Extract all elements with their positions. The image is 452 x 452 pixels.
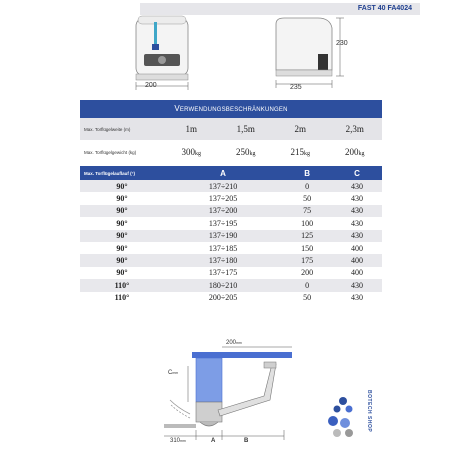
product-title: FAST 40 FA4024: [140, 3, 420, 15]
cell-b: 0: [282, 180, 332, 192]
install-dim-b: B: [244, 438, 249, 444]
wing-width-row: [80, 118, 382, 140]
cell-opening: 110°: [80, 279, 164, 291]
restrictions-header: Verwendungsbeschränkungen: [80, 100, 382, 118]
wing-weight-value: 215kg: [290, 147, 310, 157]
cell-b: 50: [303, 293, 312, 303]
cell-c: 430: [351, 293, 364, 303]
header-c: C: [332, 166, 382, 180]
cell-opening: 90°: [80, 254, 164, 266]
cell-c: 400: [332, 254, 382, 266]
cell-c: 430: [351, 218, 364, 228]
table-row: [80, 279, 382, 291]
cell-c: 430: [332, 230, 382, 242]
cell-b: 50: [303, 194, 312, 204]
header-b: B: [282, 166, 332, 180]
side-view-drawing: [268, 14, 358, 96]
table-row: [80, 292, 382, 304]
wing-width-value: 1,5m: [236, 124, 255, 134]
cell-c: 400: [351, 268, 364, 278]
wing-weight-label: Max. Torflügelgewicht (kg): [84, 149, 137, 155]
table-row: [80, 217, 382, 229]
cell-b: 200: [301, 268, 314, 278]
cell-opening: 90°: [116, 243, 128, 253]
cell-c: 430: [351, 194, 364, 204]
cell-a: 137÷200: [164, 205, 282, 217]
cell-a: 137÷210: [164, 180, 282, 192]
wing-width-value: 2m: [294, 124, 306, 134]
cell-opening: 110°: [114, 293, 130, 303]
header-a: A: [164, 166, 282, 180]
wing-width-value: 2,3m: [345, 124, 364, 134]
cell-b: 175: [282, 254, 332, 266]
table-header-row: [80, 166, 382, 180]
table-row: [80, 192, 382, 204]
install-dim-200: 200mm: [226, 340, 242, 346]
cell-c: 430: [332, 180, 382, 192]
table-row: [80, 205, 382, 217]
cell-b: 125: [282, 230, 332, 242]
table-row: [80, 254, 382, 266]
cell-c: 430: [332, 205, 382, 217]
wing-width-value: 1m: [185, 124, 197, 134]
install-dim-310: 310mm: [170, 438, 186, 444]
cell-a: 200÷205: [208, 293, 238, 303]
wing-width-label: Max. Torflügelweite (m): [84, 126, 131, 132]
install-dim-c: Cmm: [168, 370, 179, 376]
cell-b: 150: [301, 243, 314, 253]
cell-a: 137÷180: [164, 254, 282, 266]
cell-a: 180÷210: [164, 279, 282, 291]
cell-a: 137÷205: [208, 194, 238, 204]
cell-b: 75: [282, 205, 332, 217]
table-row: [80, 242, 382, 254]
cell-a: 137÷190: [164, 230, 282, 242]
cell-opening: 90°: [80, 205, 164, 217]
cell-opening: 90°: [116, 194, 128, 204]
cell-a: 137÷175: [208, 268, 238, 278]
watermark-text: BOTECH SHOP: [366, 390, 372, 433]
cell-a: 137÷185: [208, 243, 238, 253]
cell-c: 430: [332, 279, 382, 291]
cell-b: 0: [282, 279, 332, 291]
front-view-drawing: [122, 14, 202, 94]
table-row: [80, 180, 382, 192]
header-max-opening: Max. Torflügelauflauf (°): [80, 166, 164, 180]
table-row: [80, 267, 382, 279]
cell-opening: 90°: [80, 180, 164, 192]
installation-drawing: [160, 340, 300, 448]
cell-opening: 90°: [116, 218, 128, 228]
wing-weight-value: 300kg: [181, 147, 201, 157]
cell-opening: 90°: [116, 268, 128, 278]
wing-weight-value: 250kg: [236, 147, 256, 157]
botech-logo-icon: [325, 395, 361, 441]
install-dim-a: A: [211, 438, 216, 444]
cell-a: 137÷195: [208, 218, 238, 228]
side-height-label: 230: [336, 40, 348, 47]
table-row: [80, 230, 382, 242]
cell-b: 100: [301, 218, 314, 228]
front-width-label: 200: [145, 82, 157, 89]
side-width-label: 235: [290, 84, 302, 91]
wing-weight-row: [80, 141, 382, 163]
wing-weight-value: 200kg: [345, 147, 365, 157]
dimensions-table: [80, 166, 382, 304]
cell-opening: 90°: [80, 230, 164, 242]
cell-c: 400: [351, 243, 364, 253]
